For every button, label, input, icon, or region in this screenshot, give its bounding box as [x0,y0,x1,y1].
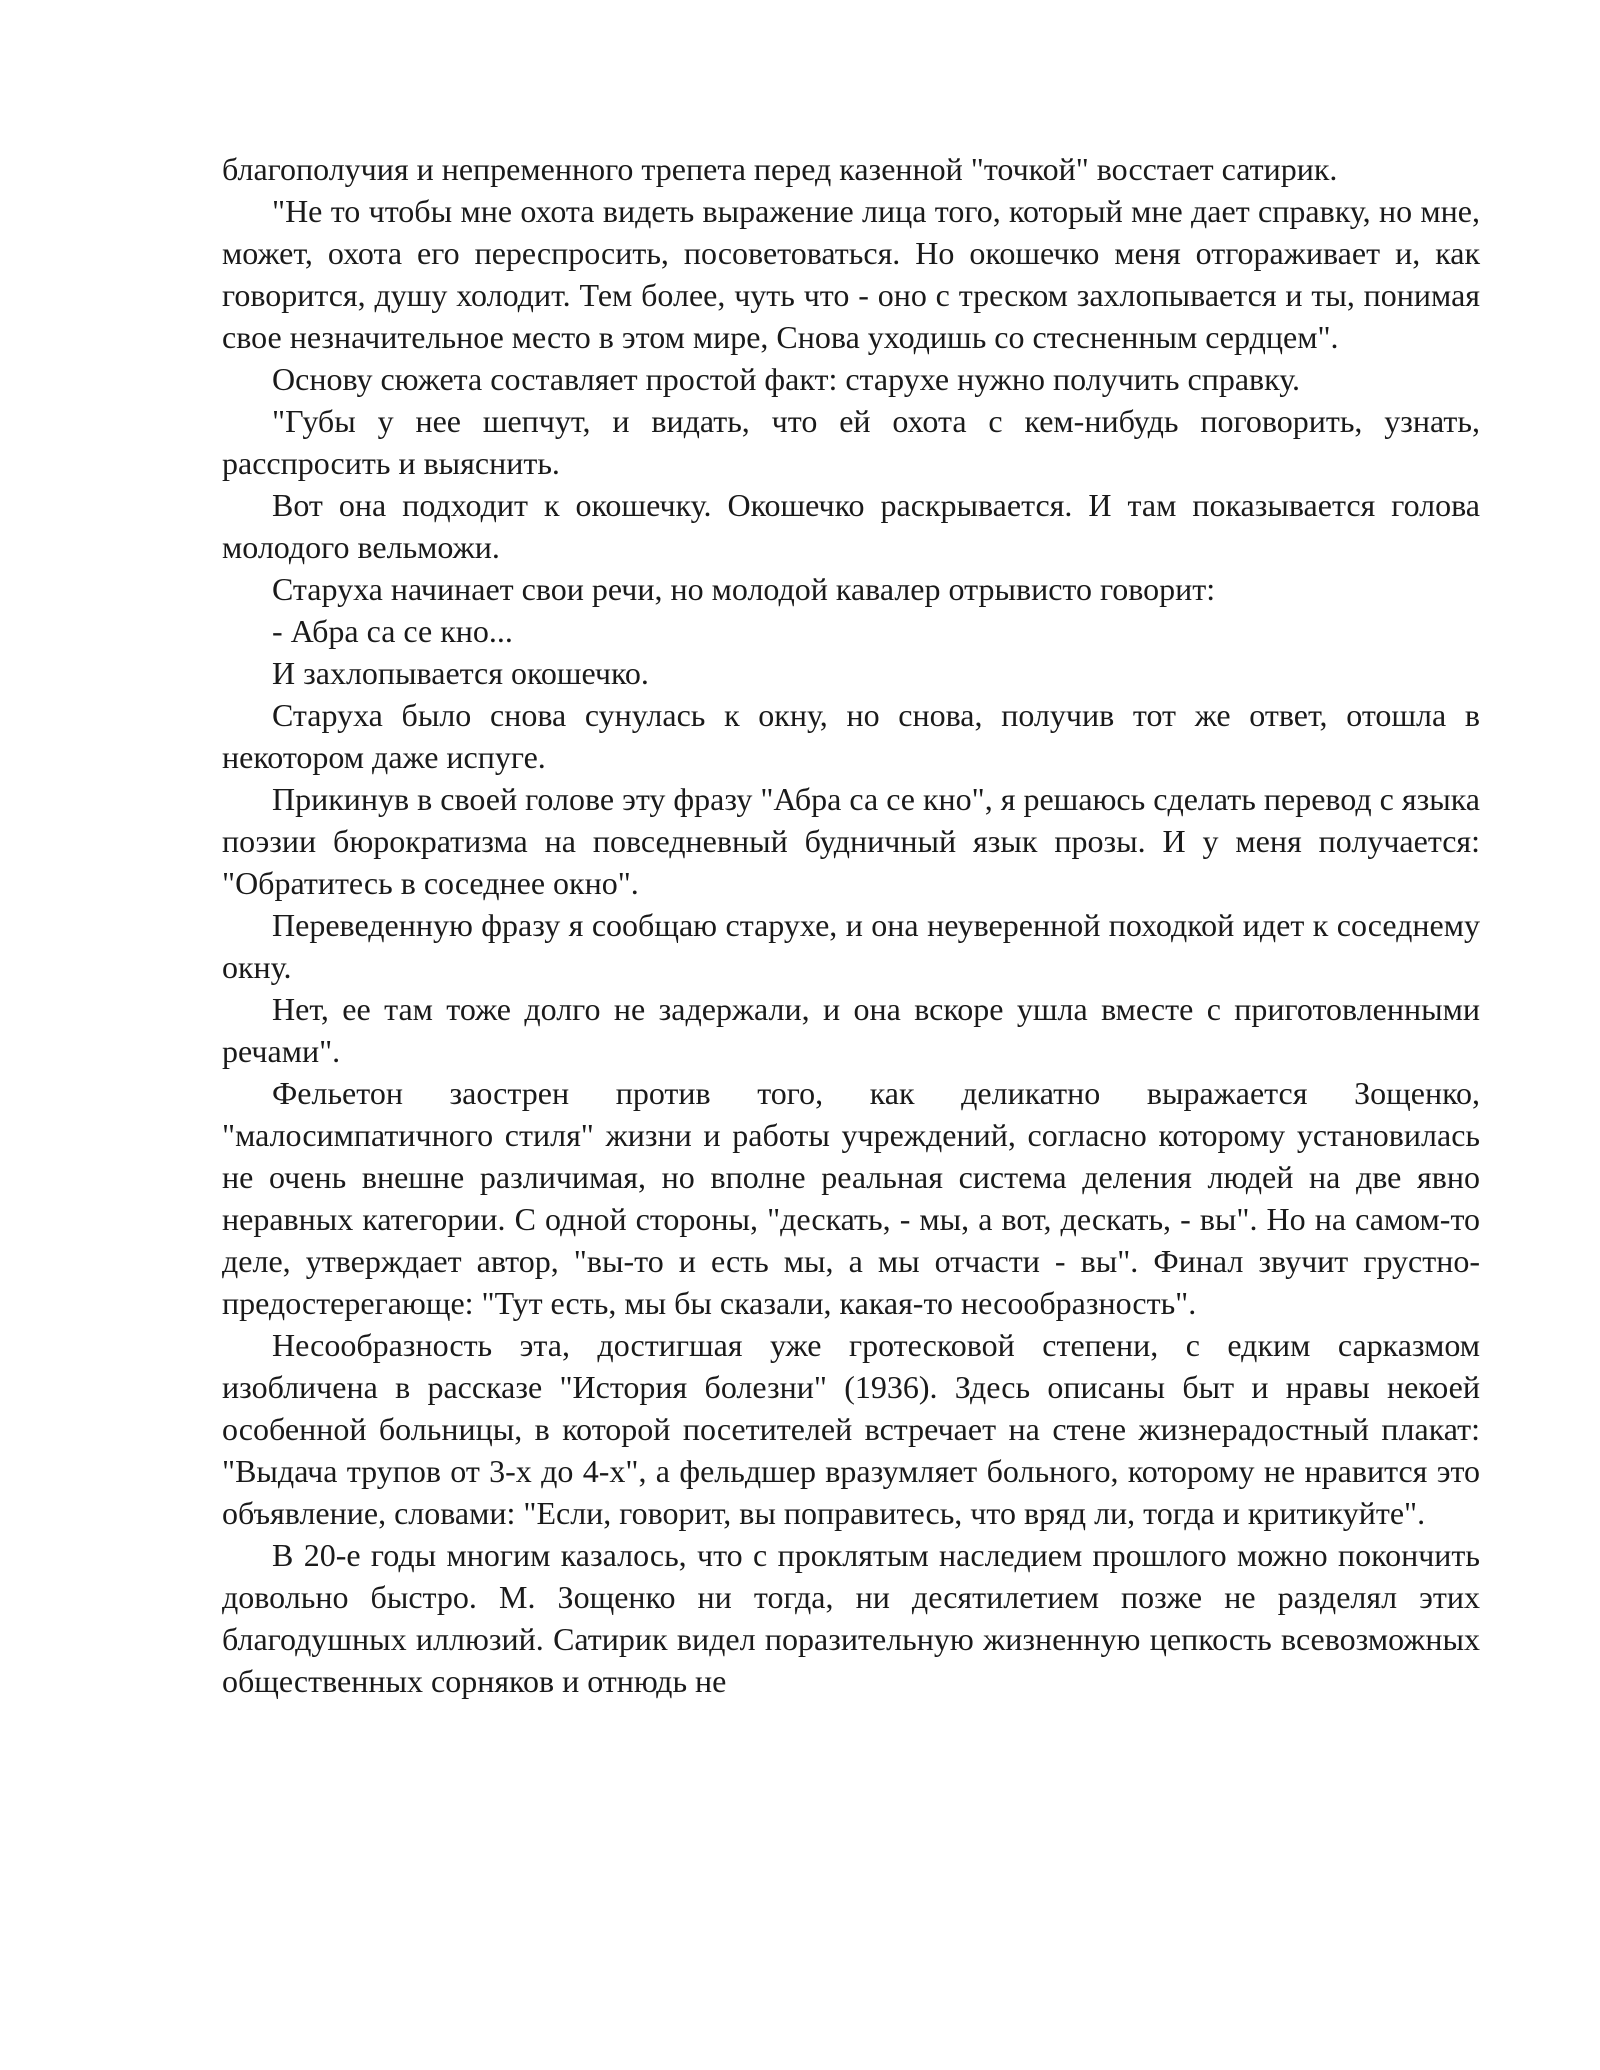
paragraph-translation: Прикинув в своей голове эту фразу "Абра са се кно", я решаюсь сделать перевод с языка поэзии бюрократизма на повседневный будничный язык прозы. И у меня получается: "Обратитесь в соседнее окно". [222,781,1480,901]
paragraph-quote-window: "Не то чтобы мне охота видеть выражение лица того, который мне дает справку, но мне, может, охота его переспросить, посоветоваться. Но окошечко меня отгораживает и, как говорится, душу холодит. Тем более, чуть что - оно с треском захлопывается и ты, понимая свое незначительное место в этом мире, Снова уходишь со стесненным сердцем". [222,193,1480,355]
paragraph-feuilleton-analysis: Фельетон заострен против того, как деликатно выражается Зощенко, "малосимпатичного стиля" жизни и работы учреждений, согласно которому установилась не очень внешне различимая, но вполне реальная система деления людей на две явно неравных категории. С одной стороны, "дескать, - мы, а вот, дескать, - вы". Но на самом-то деле, утверждает автор, "вы-то и есть мы, а мы отчасти - вы". Финал звучит грустно-предостерегающе: "Тут есть, мы бы сказали, какая-то несообразность". [222,1075,1480,1321]
paragraph-medical-history: Несообразность эта, достигшая уже гротесковой степени, с едким сарказмом изобличена в рассказе "История болезни" (1936). Здесь описаны быт и нравы некоей особенной больницы, в которой посетителей встречает на стене жизнерадостный плакат: "Выдача трупов от 3-х до 4-х", а фельдшер вразумляет больного, которому не нравится это объявление, словами: "Если, говорит, вы поправитесь, что вряд ли, тогда и критикуйте". [222,1327,1480,1531]
paragraph-window-opens: Вот она подходит к окошечку. Окошечко раскрывается. И там показывается голова молодого вельможи. [222,487,1480,565]
paragraph-old-woman-speaks: Старуха начинает свои речи, но молодой кавалер отрывисто говорит: [272,571,1216,607]
paragraph-window-closes: И захлопывается окошечко. [272,655,649,691]
paragraph-second-attempt: Старуха было снова сунулась к окну, но снова, получив тот же ответ, отошла в некотором даже испуге. [222,697,1480,775]
document-page [222,148,1480,1702]
paragraph-twenties: В 20-е годы многим казалось, что с проклятым наследием прошлого можно покончить довольно быстро. М. Зощенко ни тогда, ни десятилетием позже не разделял этих благодушных иллюзий. Сатирик видел поразительную жизненную цепкость всевозможных общественных сорняков и отнюдь не [222,1537,1480,1699]
paragraph-next-window: Переведенную фразу я сообщаю старухе, и она неуверенной походкой идет к соседнему окну. [222,907,1480,985]
paragraph-quote-end: Нет, ее там тоже долго не задержали, и она вскоре ушла вместе с приготовленными речами". [222,991,1480,1069]
paragraph-plot-basis: Основу сюжета составляет простой факт: старухе нужно получить справку. [272,361,1301,397]
paragraph-continuation: благополучия и непременного трепета перед казенной "точкой" восстает сатирик. [222,151,1338,187]
paragraph-quote-lips: "Губы у нее шепчут, и видать, что ей охота с кем-нибудь поговорить, узнать, расспросить и выяснить. [222,403,1480,481]
paragraph-dialogue-line: - Абра са се кно... [272,613,513,649]
